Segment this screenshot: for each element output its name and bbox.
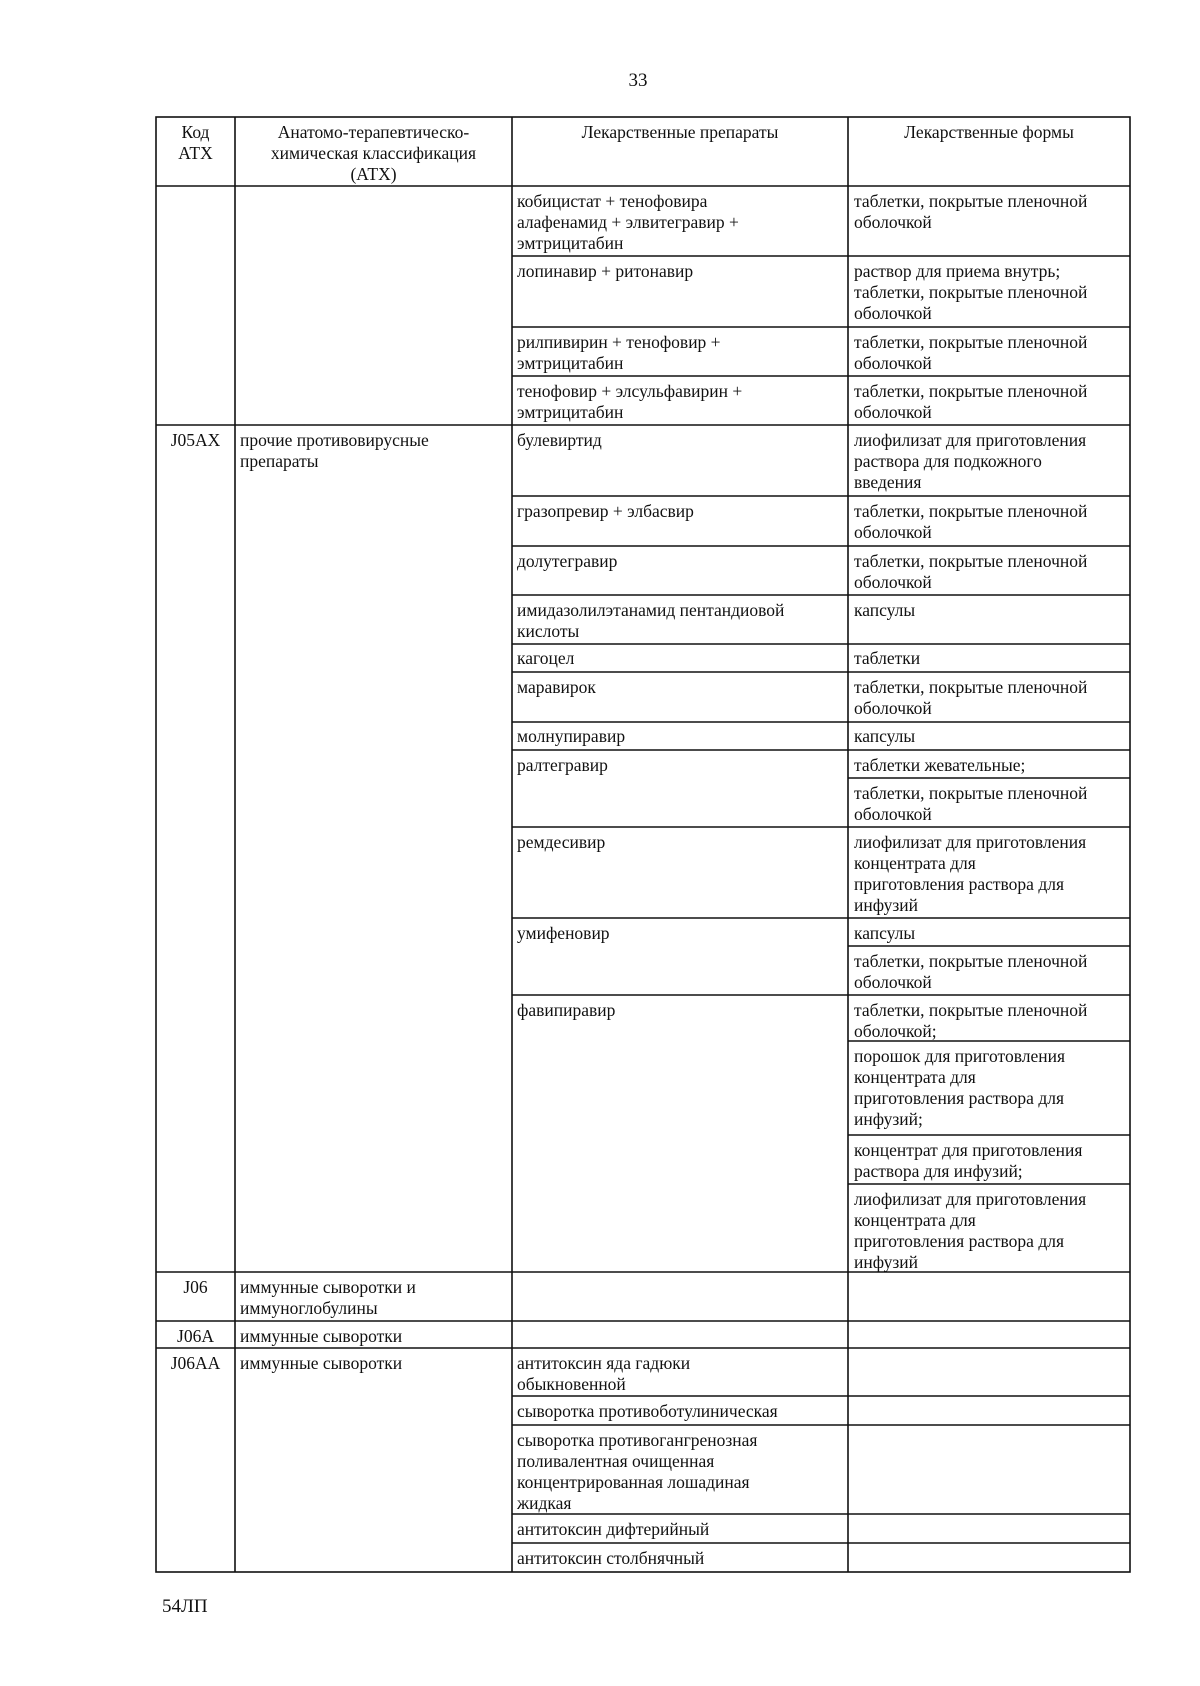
atc-classification: прочие противовирусные препараты: [240, 430, 429, 471]
drug-cell: молнупиравир: [517, 726, 626, 746]
drug-cell: рилпивирин + тенофовир + эмтрицитабин: [517, 332, 721, 373]
drug-cell: сыворотка противогангренозная поливалентная очищенная концентрированная лошадиная жидкая: [517, 1430, 758, 1513]
drug-cell: тенофовир + элсульфавирин + эмтрицитабин: [517, 381, 743, 422]
drug-cell: сыворотка противоботулиническая: [517, 1401, 778, 1421]
form-cell: таблетки, покрытые пленочной оболочкой: [854, 783, 1088, 824]
drug-cell: антитоксин яда гадюки обыкновенной: [517, 1353, 691, 1394]
form-cell: капсулы: [854, 923, 916, 943]
drug-cell: маравирок: [517, 677, 596, 697]
footer-code: 54ЛП: [162, 1596, 208, 1617]
form-cell: таблетки жевательные;: [854, 755, 1026, 775]
header-code: Код АТХ: [178, 122, 213, 163]
form-cell: лиофилизат для приготовления концентрата для приготовления раствора для инфузий: [854, 832, 1087, 915]
header-classification: Анатомо-терапевтическо- химическая классификация (АТХ): [270, 122, 477, 184]
form-cell: таблетки, покрытые пленочной оболочкой: [854, 501, 1088, 542]
form-cell: таблетки: [854, 648, 921, 668]
form-cell: таблетки, покрытые пленочной оболочкой;: [854, 1000, 1088, 1041]
form-cell: лиофилизат для приготовления раствора для подкожного введения: [854, 430, 1087, 492]
drug-cell: ралтегравир: [517, 755, 608, 775]
atc-code: J06: [183, 1277, 208, 1297]
form-cell: капсулы: [854, 600, 916, 620]
drug-cell: кобицистат + тенофовира алафенамид + элвитегравир + эмтрицитабин: [517, 191, 739, 253]
form-cell: таблетки, покрытые пленочной оболочкой: [854, 951, 1088, 992]
drug-cell: антитоксин столбнячный: [517, 1548, 705, 1568]
form-cell: лиофилизат для приготовления концентрата для приготовления раствора для инфузий: [854, 1189, 1087, 1272]
form-cell: таблетки, покрытые пленочной оболочкой: [854, 677, 1088, 718]
drug-cell: долутегравир: [517, 551, 618, 571]
drug-cell: фавипиравир: [517, 1000, 616, 1020]
form-cell: раствор для приема внутрь; таблетки, покрытые пленочной оболочкой: [854, 261, 1088, 323]
header-forms: Лекарственные формы: [904, 122, 1074, 142]
header-drugs: Лекарственные препараты: [581, 122, 779, 142]
atc-code: J06AA: [170, 1353, 221, 1373]
drug-cell: ремдесивир: [517, 832, 606, 852]
form-cell: порошок для приготовления концентрата для приготовления раствора для инфузий;: [854, 1046, 1065, 1129]
form-cell: таблетки, покрытые пленочной оболочкой: [854, 191, 1088, 232]
atc-code: J06A: [177, 1326, 214, 1346]
form-cell: таблетки, покрытые пленочной оболочкой: [854, 332, 1088, 373]
atc-classification: иммунные сыворотки: [240, 1353, 403, 1373]
atc-classification: иммунные сыворотки: [240, 1326, 403, 1346]
drug-cell: кагоцел: [517, 648, 575, 668]
drug-cell: антитоксин дифтерийный: [517, 1519, 710, 1539]
form-cell: таблетки, покрытые пленочной оболочкой: [854, 381, 1088, 422]
drug-cell: булевиртид: [517, 430, 602, 450]
form-cell: концентрат для приготовления раствора для инфузий;: [854, 1140, 1083, 1181]
atc-code: J05AX: [170, 430, 221, 450]
page-number: 33: [628, 70, 648, 91]
drug-cell: гразопревир + элбасвир: [517, 501, 694, 521]
atc-classification: иммунные сыворотки и иммуноглобулины: [240, 1277, 416, 1318]
drug-cell: имидазолилэтанамид пентандиовой кислоты: [517, 600, 785, 641]
form-cell: таблетки, покрытые пленочной оболочкой: [854, 551, 1088, 592]
drug-cell: лопинавир + ритонавир: [517, 261, 694, 281]
form-cell: капсулы: [854, 726, 916, 746]
drug-cell: умифеновир: [517, 923, 610, 943]
